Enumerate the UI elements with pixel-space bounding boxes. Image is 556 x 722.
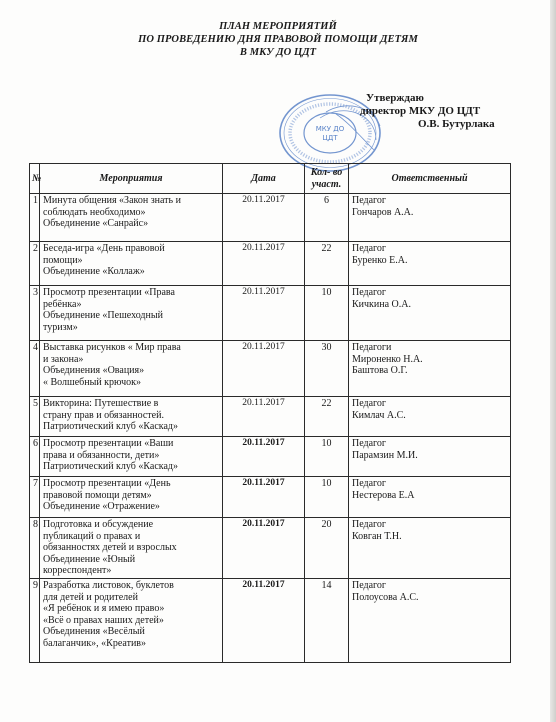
responsible-line: Нестерова Е.А	[352, 489, 415, 501]
responsible-cell	[349, 194, 511, 242]
responsible-line: Баштова О.Г.	[352, 365, 408, 376]
table-header-row	[30, 164, 511, 194]
responsible-line: Педагог	[352, 398, 387, 409]
event-line: Объединение «Коллаж»	[43, 266, 145, 277]
document-title	[0, 20, 556, 59]
responsible-line: Парамзин М.И.	[352, 449, 418, 461]
scan-edge	[550, 0, 556, 722]
responsible-line: Кимлач А.С.	[352, 409, 406, 421]
title-line-2: ПО ПРОВЕДЕНИЮ ДНЯ ПРАВОВОЙ ПОМОЩИ ДЕТЯМ	[138, 34, 418, 45]
date-cell: 20.11.2017	[223, 194, 305, 242]
table-body	[30, 194, 511, 663]
event-line: «Всё о правах наших детей»	[43, 614, 164, 626]
responsible-cell	[349, 518, 511, 579]
table-row	[30, 518, 511, 579]
event-line: для детей и родителей	[43, 591, 138, 603]
participants-count: 30	[305, 341, 349, 397]
title-line-3: В МКУ ДО ЦДТ	[239, 47, 317, 58]
row-number: 1	[30, 194, 40, 242]
approval-label: Утверждаю	[366, 92, 424, 104]
responsible-line: Кичкина О.А.	[352, 298, 411, 310]
row-number: 8	[30, 518, 40, 579]
event-cell	[40, 286, 223, 341]
table-row	[30, 286, 511, 341]
responsible-line: Педагог	[352, 478, 387, 489]
event-line: Просмотр презентации «Ваши	[43, 438, 174, 449]
participants-count: 10	[305, 286, 349, 341]
table-row	[30, 477, 511, 518]
header-date: Дата	[223, 164, 305, 194]
event-cell	[40, 242, 223, 286]
event-line: Объединение «Юный	[43, 553, 136, 565]
event-line: Объединение «Отражение»	[43, 501, 160, 512]
event-line: и закона»	[43, 353, 84, 365]
event-line: помощи»	[43, 254, 83, 266]
table-row	[30, 341, 511, 397]
responsible-line: Ковган Т.Н.	[352, 530, 402, 542]
seal-center-text-2: ЦДТ	[322, 134, 338, 142]
event-line: Объединение «Пешеходный	[43, 310, 163, 321]
row-number: 3	[30, 286, 40, 341]
event-line: Просмотр презентации «День	[43, 478, 171, 489]
date-cell: 20.11.2017	[223, 341, 305, 397]
responsible-cell	[349, 242, 511, 286]
responsible-line: Буренко Е.А.	[352, 254, 408, 266]
responsible-line: Педагог	[352, 287, 387, 298]
event-line: Викторина: Путешествие в	[43, 398, 159, 409]
event-line: корреспондент»	[43, 565, 112, 576]
participants-count: 6	[305, 194, 349, 242]
event-line: « Волшебный крючок»	[43, 376, 142, 388]
responsible-line: Педагог	[352, 438, 387, 449]
event-line: Объединения «Овация»	[43, 365, 145, 376]
seal-center-text-1: МКУ ДО	[315, 125, 345, 133]
table-row	[30, 397, 511, 437]
responsible-line: Педагоги	[352, 342, 392, 353]
participants-count: 10	[305, 437, 349, 477]
row-number: 9	[30, 579, 40, 663]
event-line: Объединения «Весёлый	[43, 626, 145, 637]
table-row	[30, 437, 511, 477]
responsible-line: Мироненко Н.А.	[352, 353, 423, 365]
participants-count: 10	[305, 477, 349, 518]
participants-count: 20	[305, 518, 349, 579]
event-line: Объединение «Санрайс»	[43, 218, 149, 229]
participants-count: 22	[305, 397, 349, 437]
event-line: туризм»	[43, 321, 78, 333]
event-line: права и обязанности, дети»	[43, 449, 160, 461]
event-cell	[40, 341, 223, 397]
responsible-line: Гончаров А.А.	[352, 206, 414, 218]
event-line: соблюдать необходимо»	[43, 206, 146, 218]
event-line: «Я ребёнок и я имею право»	[43, 603, 165, 614]
event-line: Просмотр презентации «Права	[43, 287, 175, 298]
date-cell: 20.11.2017	[223, 242, 305, 286]
table-row	[30, 242, 511, 286]
header-participants: Кол- во участ.	[305, 164, 349, 194]
title-line-1: ПЛАН МЕРОПРИЯТИЙ	[219, 21, 337, 32]
participants-count: 22	[305, 242, 349, 286]
event-line: Подготовка и обсуждение	[43, 519, 154, 530]
header-number: №	[30, 164, 40, 194]
responsible-line: Полоусова А.С.	[352, 591, 419, 603]
date-cell: 20.11.2017	[223, 397, 305, 437]
date-cell: 20.11.2017	[223, 518, 305, 579]
row-number: 5	[30, 397, 40, 437]
event-cell	[40, 437, 223, 477]
header-events: Мероприятия	[40, 164, 223, 194]
responsible-cell	[349, 397, 511, 437]
event-cell	[40, 477, 223, 518]
row-number: 4	[30, 341, 40, 397]
responsible-line: Педагог	[352, 580, 387, 591]
table-row	[30, 579, 511, 663]
responsible-cell	[349, 477, 511, 518]
responsible-line: Педагог	[352, 243, 387, 254]
event-cell	[40, 194, 223, 242]
approval-position: директор МКУ ДО ЦДТ	[360, 105, 481, 117]
event-line: Разработка листовок, буклетов	[43, 580, 174, 591]
event-line: Патриотический клуб «Каскад»	[43, 421, 179, 432]
responsible-line: Педагог	[352, 195, 387, 206]
events-plan-table	[29, 163, 511, 663]
responsible-cell	[349, 579, 511, 663]
event-line: Беседа-игра «День правовой	[43, 243, 165, 254]
date-cell: 20.11.2017	[223, 579, 305, 663]
responsible-cell	[349, 341, 511, 397]
event-line: Минута общения «Закон знать и	[43, 195, 181, 206]
participants-count: 14	[305, 579, 349, 663]
date-cell: 20.11.2017	[223, 477, 305, 518]
event-cell	[40, 518, 223, 579]
event-cell	[40, 579, 223, 663]
approval-block	[360, 92, 495, 131]
event-cell	[40, 397, 223, 437]
responsible-cell	[349, 286, 511, 341]
row-number: 7	[30, 477, 40, 518]
event-line: балаганчик», «Креатив»	[43, 637, 147, 649]
approval-signatory: О.В. Бутурлака	[418, 118, 495, 130]
event-line: обязанностях детей и взрослых	[43, 542, 177, 553]
row-number: 2	[30, 242, 40, 286]
event-line: правовой помощи детям»	[43, 489, 152, 501]
date-cell: 20.11.2017	[223, 286, 305, 341]
responsible-cell	[349, 437, 511, 477]
header-responsible: Ответственный	[349, 164, 511, 194]
responsible-line: Педагог	[352, 519, 387, 530]
event-line: Выставка рисунков « Мир права	[43, 342, 181, 353]
event-line: публикаций о правах и	[43, 530, 141, 542]
table-row	[30, 194, 511, 242]
date-cell: 20.11.2017	[223, 437, 305, 477]
event-line: Патриотический клуб «Каскад»	[43, 461, 179, 472]
event-line: страну прав и обязанностей.	[43, 409, 164, 421]
row-number: 6	[30, 437, 40, 477]
event-line: ребёнка»	[43, 298, 82, 310]
